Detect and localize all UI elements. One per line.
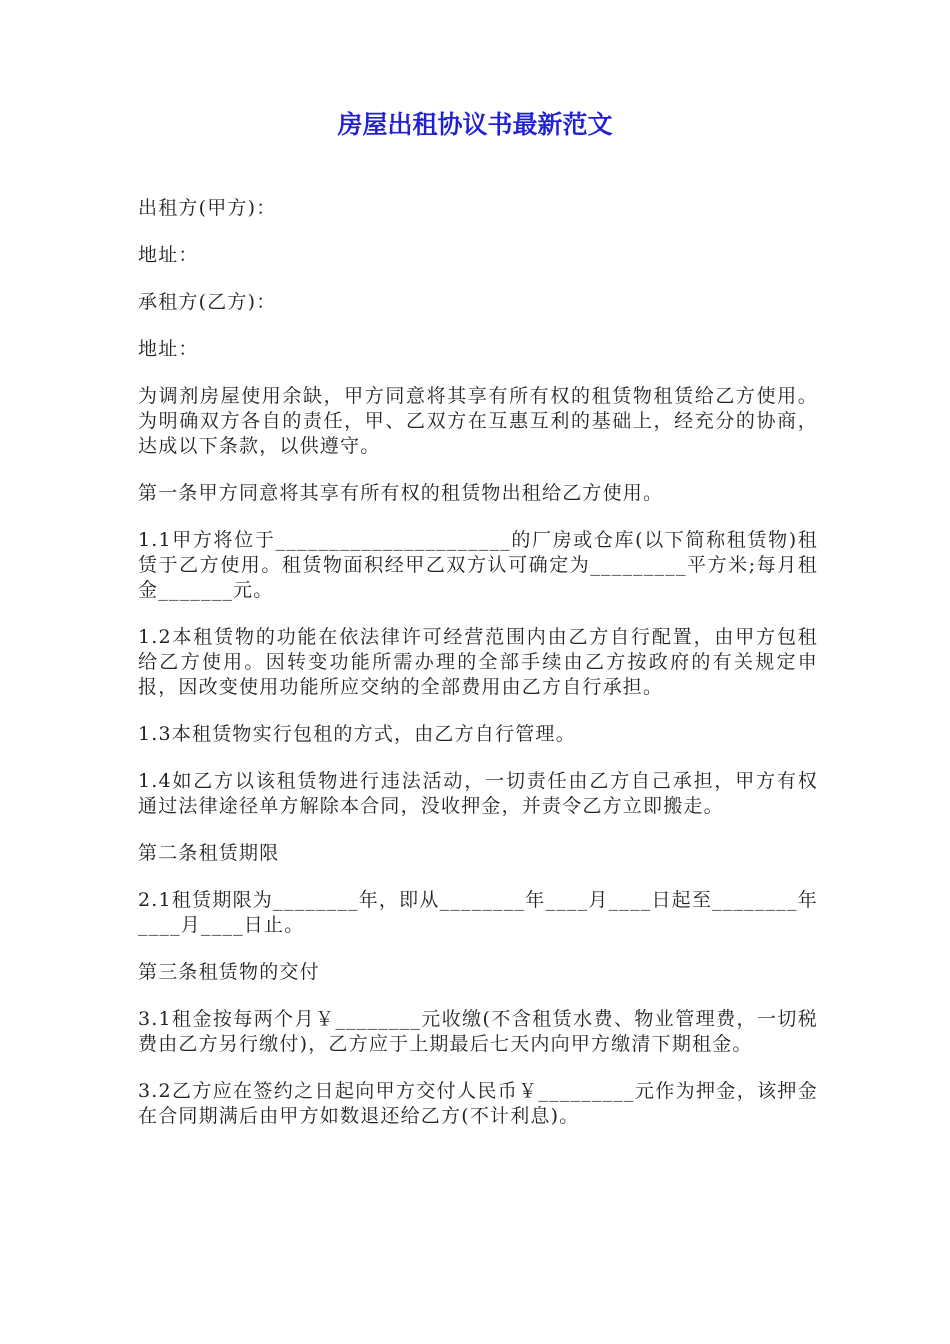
- clause-2-1: 2.1租赁期限为________年，即从________年____月____日起至________年____月____日止。: [138, 889, 818, 936]
- party-a-address-label: 地址：: [138, 244, 199, 266]
- party-b-label: 承租方(乙方)：: [138, 291, 277, 313]
- party-a-label: 出租方(甲方)：: [138, 197, 277, 219]
- article-1-heading: 第一条甲方同意将其享有所有权的租赁物出租给乙方使用。: [138, 482, 664, 504]
- article-3-heading: 第三条租赁物的交付: [138, 961, 320, 983]
- clause-1-4: 1.4如乙方以该租赁物进行违法活动，一切责任由乙方自己承担，甲方有权通过法律途径单方解除本合同，没收押金，并责令乙方立即搬走。: [138, 770, 818, 817]
- clause-3-1: 3.1租金按每两个月￥________元收缴(不含租赁水费、物业管理费，一切税费由乙方另行缴付)，乙方应于上期最后七天内向甲方缴清下期租金。: [138, 1008, 818, 1055]
- clause-1-3: 1.3本租赁物实行包租的方式，由乙方自行管理。: [138, 723, 576, 745]
- clause-3-2: 3.2乙方应在签约之日起向甲方交付人民币￥_________元作为押金，该押金在合同期满后由甲方如数退还给乙方(不计利息)。: [138, 1080, 818, 1127]
- document-title: 房屋出租协议书最新范文: [337, 110, 613, 139]
- party-b-address-label: 地址：: [138, 338, 199, 360]
- clause-1-1: 1.1甲方将位于______________________的厂房或仓库(以下简称租赁物)租赁于乙方使用。租赁物面积经甲乙双方认可确定为_________平方米;每月租金_______元。: [138, 529, 818, 601]
- document-body: [138, 196, 818, 1151]
- preamble-paragraph: 为调剂房屋使用余缺，甲方同意将其享有所有权的租赁物租赁给乙方使用。为明确双方各自的责任，甲、乙双方在互惠互利的基础上，经充分的协商，达成以下条款，以供遵守。: [138, 385, 818, 457]
- clause-1-2: 1.2本租赁物的功能在依法律许可经营范围内由乙方自行配置，由甲方包租给乙方使用。因转变功能所需办理的全部手续由乙方按政府的有关规定申报，因改变使用功能所应交纳的全部费用由乙方自行承担。: [138, 626, 818, 698]
- article-2-heading: 第二条租赁期限: [138, 842, 280, 864]
